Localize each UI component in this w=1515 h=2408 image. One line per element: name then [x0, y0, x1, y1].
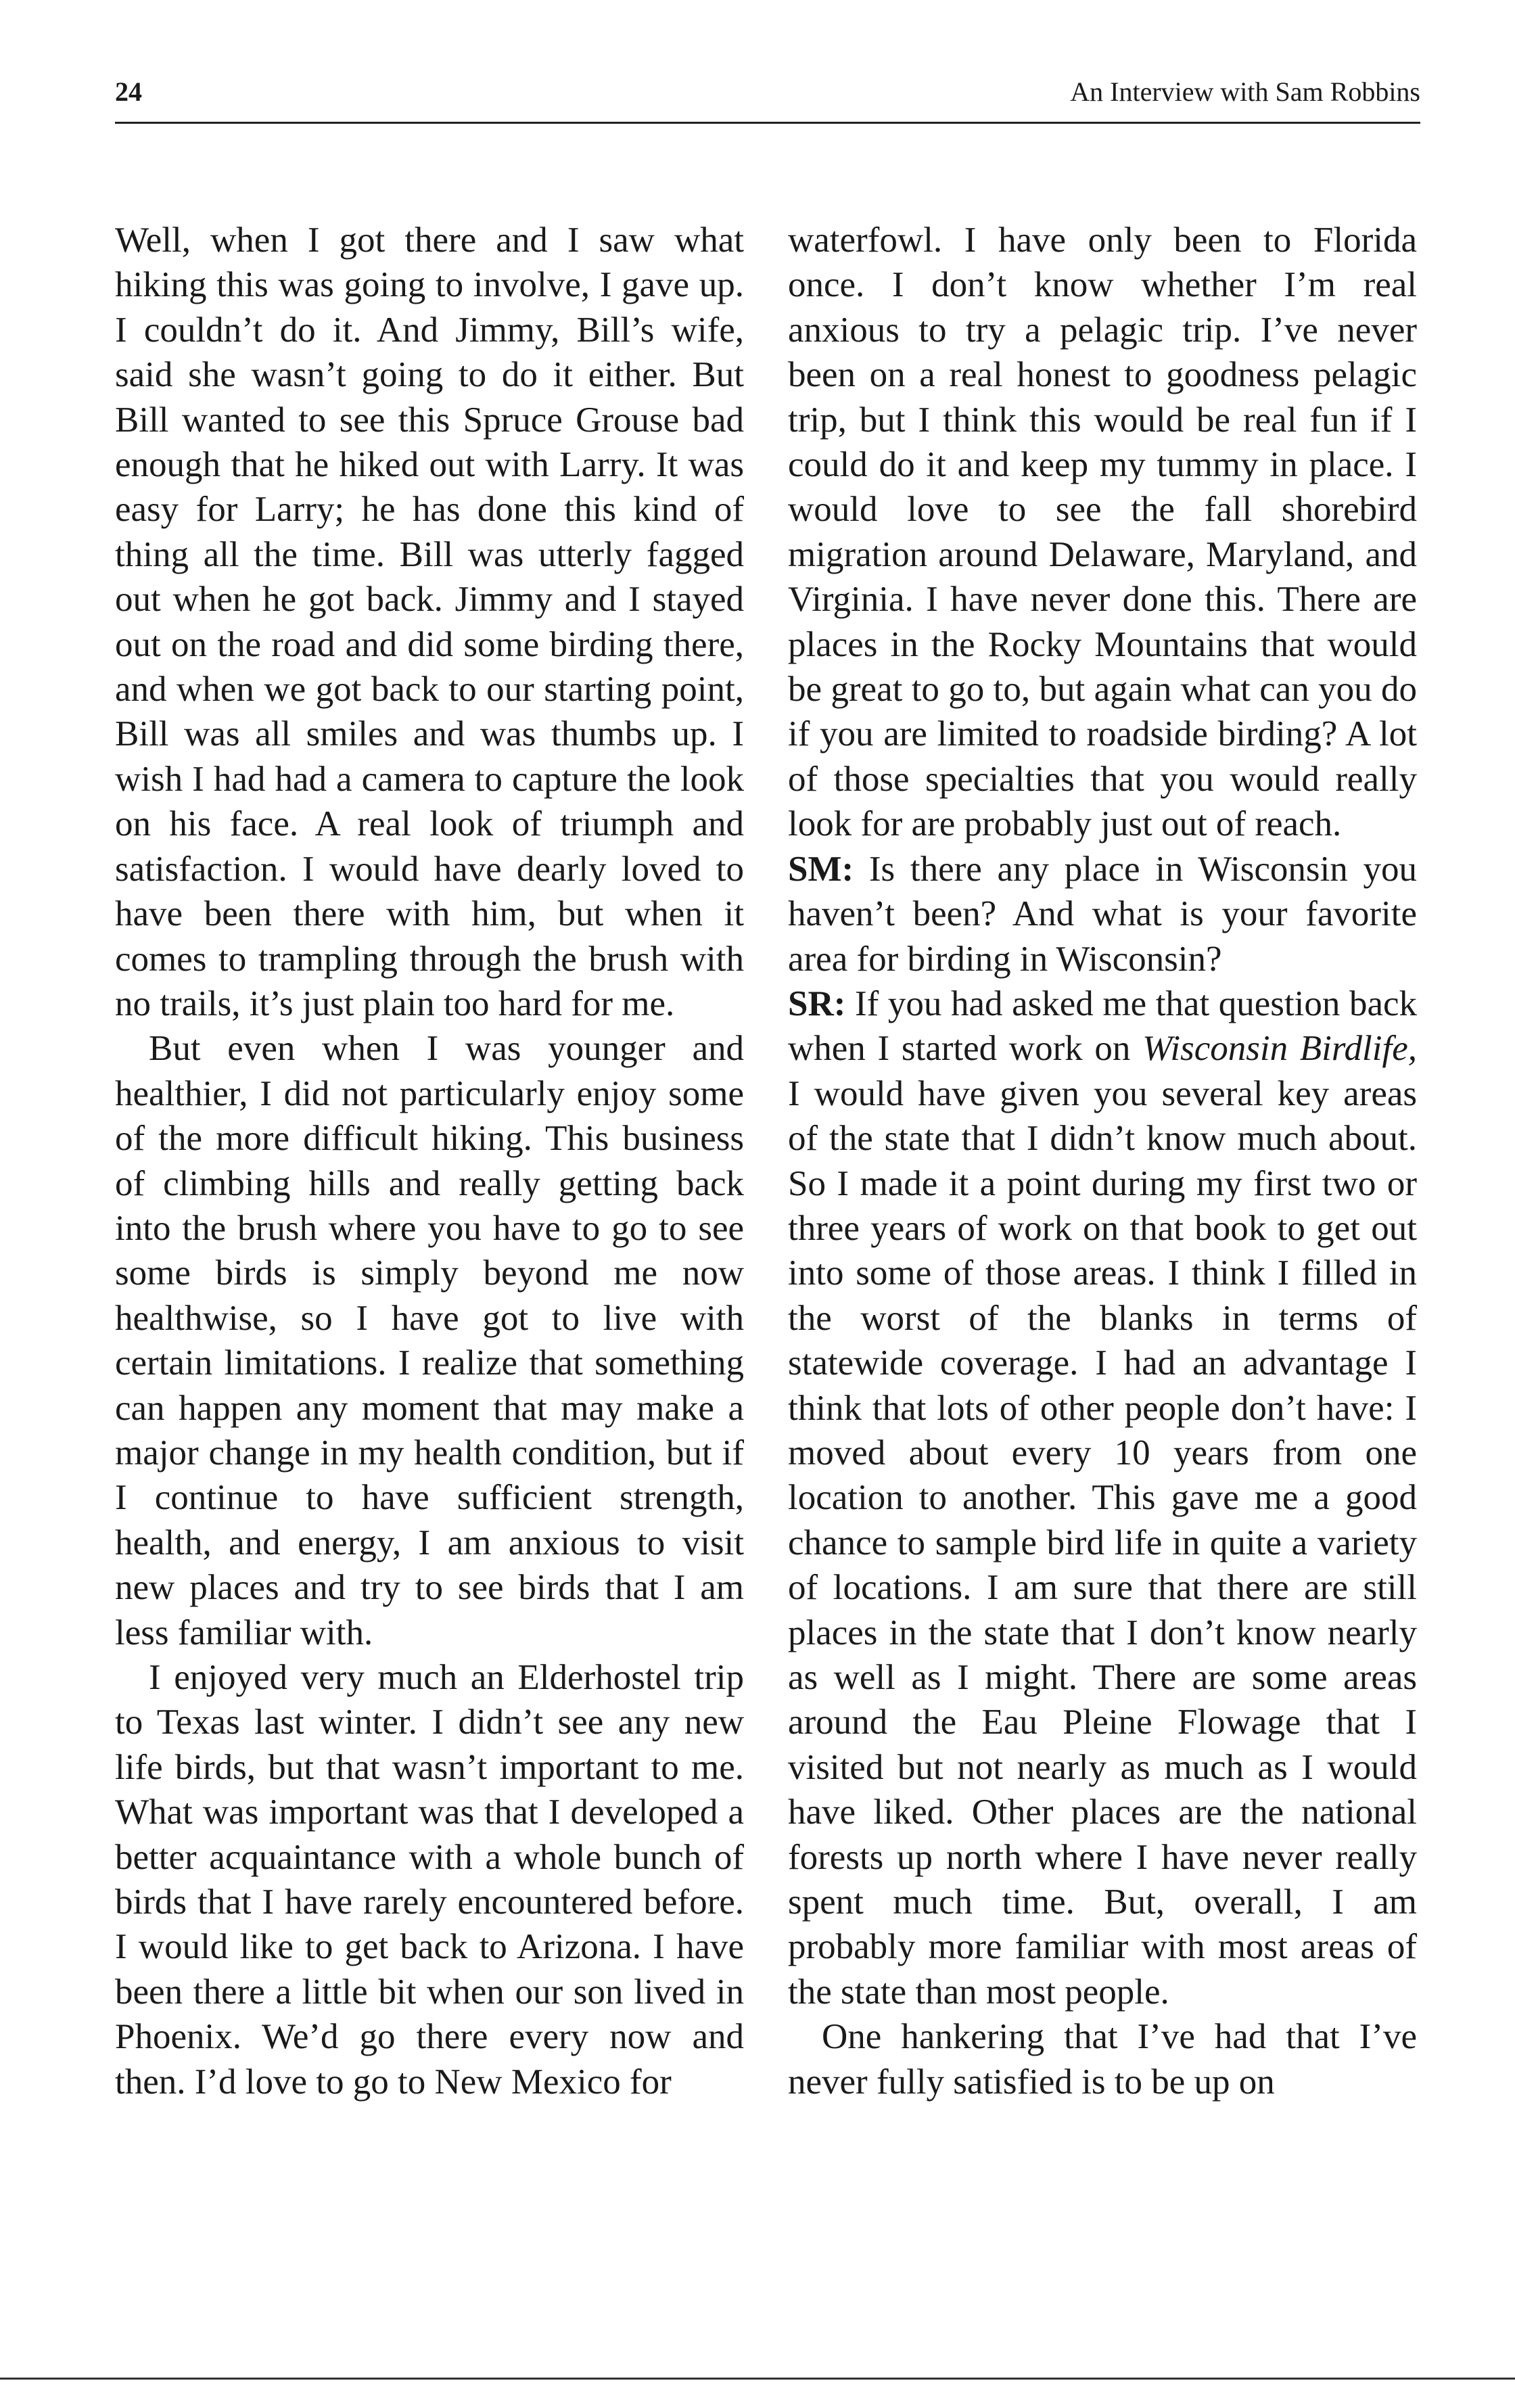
paragraph: But even when I was younger and healthier, I did not particularly enjoy some of the more difficult hiking. This business of climbing hills and really getting back into the brush where you have to go to see some birds is simply beyond me now healthwise, so I have got to live with certain limitations. I realize that something can happen any moment that may make a major change in my health condition, but if I continue to have sufficient strength, health, and energy, I am anxious to visit new places and try to see birds that I am less familiar with.	[115, 1029, 744, 1652]
running-title: An Interview with Sam Robbins	[1070, 76, 1420, 107]
book-title: Wisconsin Birdlife,	[1142, 1029, 1417, 1069]
left-column	[115, 218, 744, 2104]
page-header	[115, 68, 1420, 124]
page-number: 24	[115, 76, 142, 107]
answer-text-continued: I would have given you several key areas of the state that I didn’t know much about. So I made it a point during my first two or three years of work on that book to get out into some of those areas. I think I filled in the worst of the blanks in terms of statewide coverage. I had an advantage I think that lots of other people don’t have: I moved about every 10 years from one location to another. This gave me a good chance to sample bird life in quite a variety of locations. I am sure that there are still places in the state that I don’t know nearly as well as I might. There are some areas around the Eau Pleine Flowage that I visited but not nearly as much as I would have liked. Other places are the national forests up north where I have never really spent much time. But, overall, I am probably more familiar with most areas of the state than most people.	[788, 1073, 1417, 2012]
question-text: Is there any place in Wisconsin you haven’t been? And what is your favorite area for birding in Wisconsin?	[788, 849, 1417, 979]
paragraph: One hankering that I’ve had that I’ve never fully satisfied is to be up on	[788, 2017, 1417, 2102]
question-paragraph	[788, 847, 1417, 981]
answer-paragraph	[788, 981, 1417, 2014]
paragraph: Well, when I got there and I saw what hiking this was going to involve, I gave up. I couldn’t do it. And Jimmy, Bill’s wife, said she wasn’t going to do it either. But Bill wanted to see this Spruce Grouse bad enough that he hiked out with Larry. It was easy for Larry; he has done this kind of thing all the time. Bill was utterly fagged out when he got back. Jimmy and I stayed out on the road and did some birding there, and when we got back to our starting point, Bill was all smiles and was thumbs up. I wish I had had a camera to capture the look on his face. A real look of triumph and satisfaction. I would have dearly loved to have been there with him, but when it comes to trampling through the brush with no trails, it’s just plain too hard for me.	[115, 221, 744, 1023]
bottom-rule	[0, 2378, 1515, 2380]
speaker-label-sm: SM:	[788, 849, 854, 889]
paragraph: I enjoyed very much an Elderhostel trip to Texas last winter. I didn’t see any new life birds, but that wasn’t important to me. What was important was that I developed a better acquaintance with a whole bunch of birds that I have rarely encountered before. I would like to get back to Arizona. I have been there a little bit when our son lived in Phoenix. We’d go there every now and then. I’d love to go to New Mexico for	[115, 1658, 744, 2102]
paragraph: waterfowl. I have only been to Florida once. I don’t know whether I’m real anxious to try a pelagic trip. I’ve never been on a real honest to goodness pelagic trip, but I think this would be real fun if I could do it and keep my tummy in place. I would love to see the fall shorebird migration around Delaware, Maryland, and Virginia. I have never done this. There are places in the Rocky Mountains that would be great to go to, but again what can you do if you are limited to roadside birding? A lot of those specialties that you would really look for are probably just out of reach.	[788, 221, 1417, 844]
right-column	[788, 218, 1417, 2104]
answer-text: If you had asked me that question back when I started work on	[788, 983, 1417, 1069]
speaker-label-sr: SR:	[788, 983, 846, 1023]
